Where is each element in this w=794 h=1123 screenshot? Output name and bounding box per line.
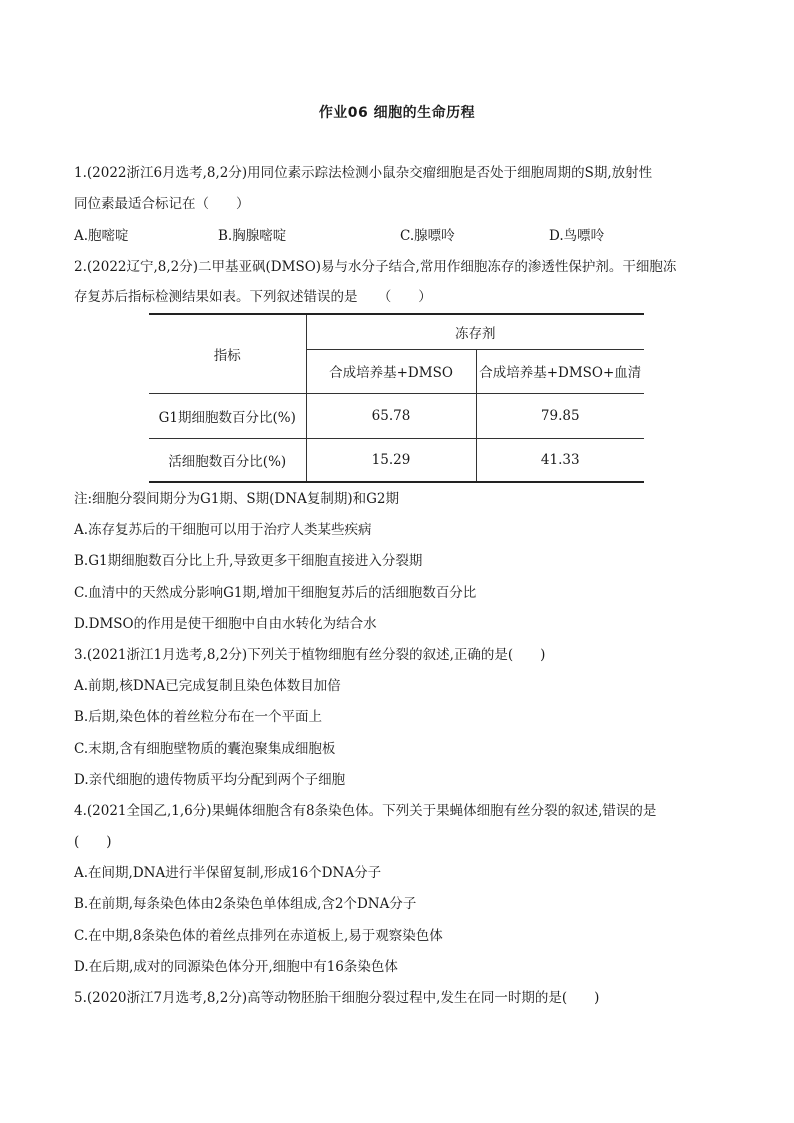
table-row-label: G1期细胞数百分比(%) (149, 393, 306, 438)
table-row (149, 438, 644, 482)
q4-option-b: B.在前期,每条染色体由2条染色单体组成,含2个DNA分子 (74, 896, 417, 912)
q3-option-b: B.后期,染色体的着丝粒分布在一个平面上 (74, 709, 323, 725)
q2-stem-line2: 存复苏后指标检测结果如表。下列叙述错误的是 （ ） (74, 289, 432, 305)
table-header-indicator: 指标 (149, 314, 306, 393)
q4-option-d: D.在后期,成对的同源染色体分开,细胞中有16条染色体 (74, 959, 398, 975)
q2-option-d: D.DMSO的作用是使干细胞中自由水转化为结合水 (74, 616, 377, 632)
q3-stem: 3.(2021浙江1月选考,8,2分)下列关于植物细胞有丝分裂的叙述,正确的是( ) (74, 647, 546, 663)
q1-option-d: D.鸟嘌呤 (549, 228, 605, 244)
table-cell: 79.85 (476, 393, 644, 438)
q1-stem-line2: 同位素最适合标记在（ ） (74, 196, 250, 212)
q2-stem-line1: 2.(2022辽宁,8,2分)二甲基亚砜(DMSO)易与水分子结合,常用作细胞冻存的渗透性保护剂。干细胞冻 (74, 259, 677, 275)
table-cell: 41.33 (476, 438, 644, 482)
q4-stem-line2: ( ) (74, 834, 112, 850)
q5-stem: 5.(2020浙江7月选考,8,2分)高等动物胚胎干细胞分裂过程中,发生在同一时期的是( ) (74, 990, 600, 1006)
q2-note: 注:细胞分裂间期分为G1期、S期(DNA复制期)和G2期 (74, 491, 399, 507)
q1-option-a: A.胞嘧啶 (74, 228, 129, 244)
q3-option-a: A.前期,核DNA已完成复制且染色体数目加倍 (74, 678, 341, 694)
q2-option-b: B.G1期细胞数百分比上升,导致更多干细胞直接进入分裂期 (74, 553, 423, 569)
q4-option-a: A.在间期,DNA进行半保留复制,形成16个DNA分子 (74, 865, 382, 881)
results-table (149, 313, 644, 483)
table-row-label: 活细胞数百分比(%) (149, 438, 306, 482)
table-header-col1: 合成培养基+DMSO (306, 349, 476, 393)
q4-option-c: C.在中期,8条染色体的着丝点排列在赤道板上,易于观察染色体 (74, 928, 443, 944)
q2-option-a: A.冻存复苏后的干细胞可以用于治疗人类某些疾病 (74, 522, 372, 538)
table-header-col2: 合成培养基+DMSO+血清 (476, 349, 644, 393)
q3-option-c: C.末期,含有细胞壁物质的囊泡聚集成细胞板 (74, 741, 336, 757)
q1-option-b: B.胸腺嘧啶 (218, 228, 287, 244)
q4-stem-line1: 4.(2021全国乙,1,6分)果蝇体细胞含有8条染色体。下列关于果蝇体细胞有丝分裂的叙述,错误的是 (74, 803, 657, 819)
q1-stem-line1: 1.(2022浙江6月选考,8,2分)用同位素示踪法检测小鼠杂交瘤细胞是否处于细胞周期的S期,放射性 (74, 165, 653, 181)
page-title: 作业06 细胞的生命历程 (318, 105, 476, 121)
table-header-group: 冻存剂 (306, 314, 644, 349)
q1-option-c: C.腺嘌呤 (400, 228, 455, 244)
q3-option-d: D.亲代细胞的遗传物质平均分配到两个子细胞 (74, 772, 346, 788)
table-row (149, 393, 644, 438)
table-cell: 65.78 (306, 393, 476, 438)
table-cell: 15.29 (306, 438, 476, 482)
q2-option-c: C.血清中的天然成分影响G1期,增加干细胞复苏后的活细胞数百分比 (74, 585, 477, 601)
